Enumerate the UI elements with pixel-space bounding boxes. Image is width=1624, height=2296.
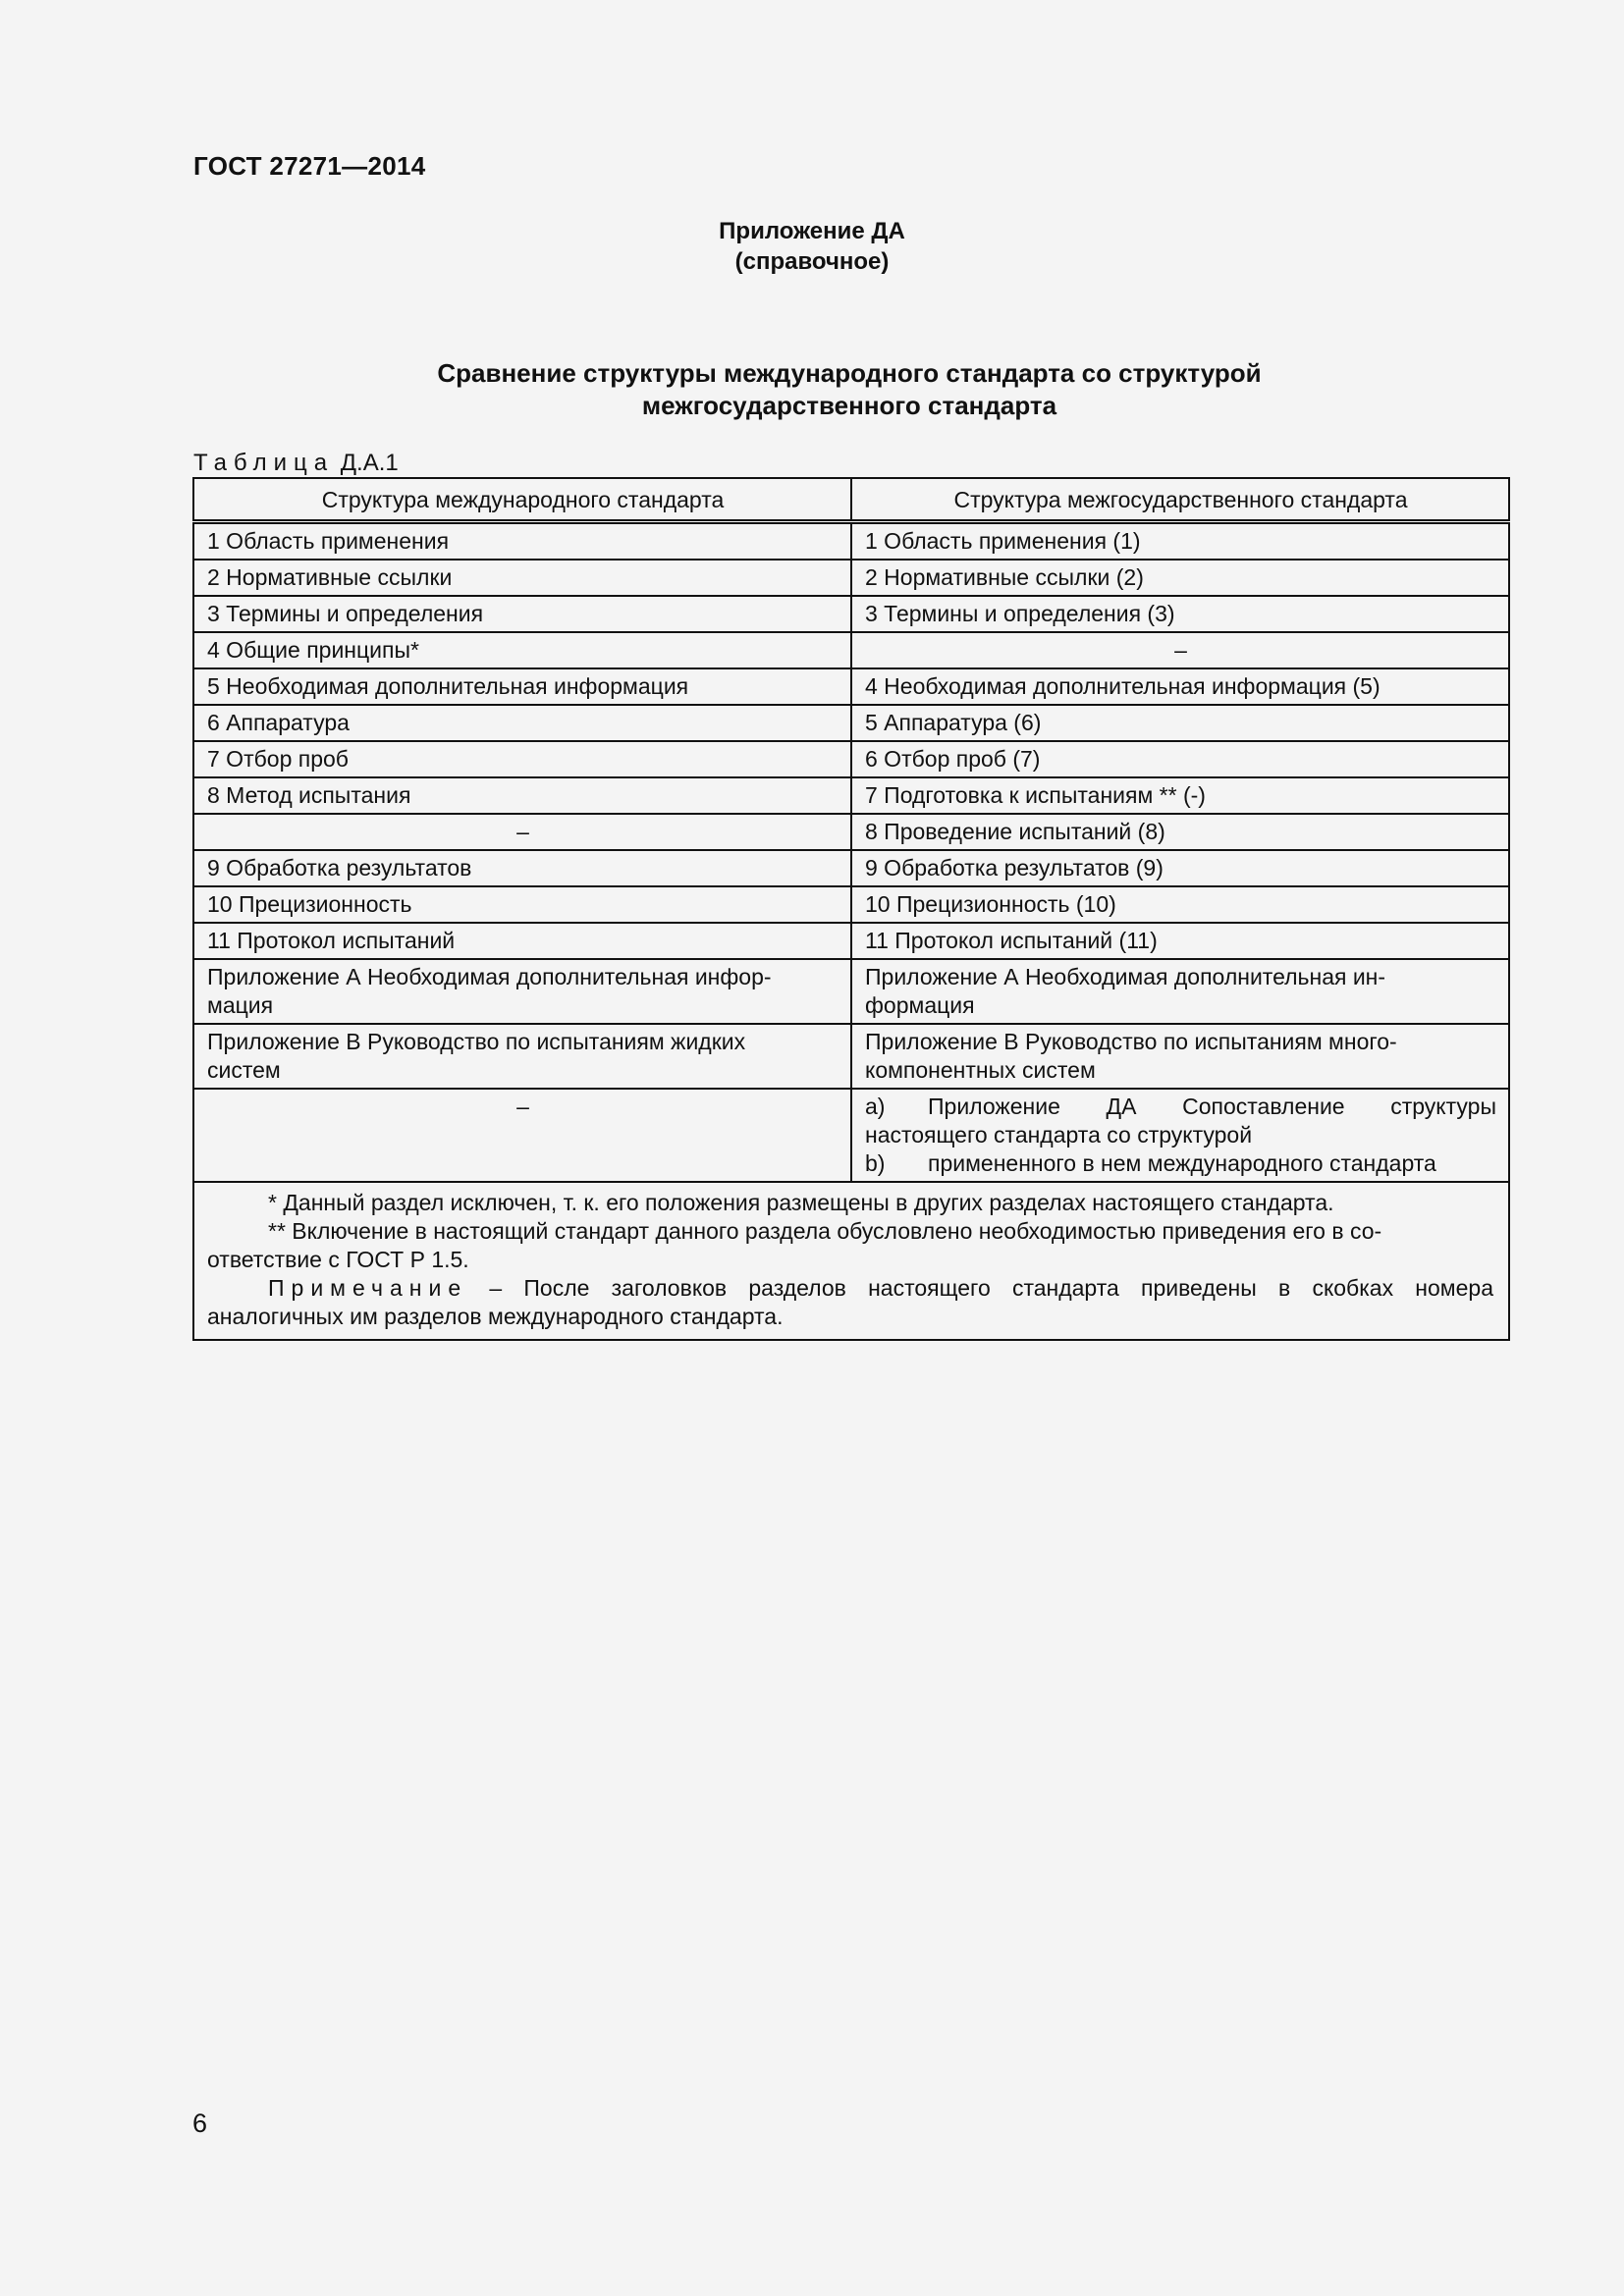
cell-interstate: 9 Обработка результатов (9) xyxy=(851,850,1509,886)
cell-interstate: 5 Аппаратура (6) xyxy=(851,705,1509,741)
cell-interstate: 7 Подготовка к испытаниям ** (-) xyxy=(851,777,1509,814)
appendix-type: (справочное) xyxy=(734,248,890,275)
cell-interstate: 6 Отбор проб (7) xyxy=(851,741,1509,777)
table-row-annex-a xyxy=(193,959,1509,1024)
comparison-table-container xyxy=(192,477,1508,1341)
list-marker: а) xyxy=(865,1094,886,1119)
list-item xyxy=(865,1149,1496,1178)
cell-line: Приложение ДА Сопоставление структуры xyxy=(928,1094,1496,1119)
note-continuation: аналогичных им разделов международного стандарта. xyxy=(207,1304,784,1329)
table-row xyxy=(193,741,1509,777)
table-caption xyxy=(193,450,399,477)
table-row xyxy=(193,596,1509,632)
footnote-included-section: ** Включение в настоящий стандарт данного раздела обусловлено необходимостью приведения его в со- xyxy=(268,1218,1382,1244)
comparison-table xyxy=(192,477,1510,1341)
cell-international xyxy=(193,1024,851,1089)
section-title xyxy=(0,357,1624,422)
table-note xyxy=(207,1274,1493,1303)
table-row xyxy=(193,777,1509,814)
cell-international: 1 Область применения xyxy=(193,522,851,561)
table-header-row xyxy=(193,478,1509,522)
cell-line: компонентных систем xyxy=(865,1057,1096,1083)
cell-interstate: 10 Прецизионность (10) xyxy=(851,886,1509,923)
table-caption-word: Таблица xyxy=(193,450,335,476)
cell-interstate: 1 Область применения (1) xyxy=(851,522,1509,561)
cell-line: формация xyxy=(865,992,975,1018)
cell-line: Приложение А Необходимая дополнительная ин- xyxy=(865,964,1386,989)
column-header-international: Структура международного стандарта xyxy=(193,478,851,522)
cell-international: 10 Прецизионность xyxy=(193,886,851,923)
table-row-annex-b xyxy=(193,1024,1509,1089)
list-marker: b) xyxy=(865,1150,886,1176)
table-row xyxy=(193,850,1509,886)
cell-international: 4 Общие принципы* xyxy=(193,632,851,668)
section-title-line: Сравнение структуры международного стандарта со структурой xyxy=(437,358,1262,388)
table-row xyxy=(193,632,1509,668)
cell-line: Приложение В Руководство по испытаниям жидких xyxy=(207,1029,746,1054)
appendix-name: Приложение ДА xyxy=(719,218,905,244)
table-row xyxy=(193,923,1509,959)
table-row xyxy=(193,560,1509,596)
cell-international: 11 Протокол испытаний xyxy=(193,923,851,959)
section-title-line: межгосударственного стандарта xyxy=(641,391,1057,420)
cell-international: – xyxy=(193,1089,851,1182)
note-label: Примечание xyxy=(268,1275,468,1301)
cell-line: Приложение А Необходимая дополнительная инфор- xyxy=(207,964,772,989)
standard-designation: ГОСТ 27271—2014 xyxy=(193,151,426,181)
cell-international xyxy=(193,959,851,1024)
cell-interstate xyxy=(851,1089,1509,1182)
note-text: – После заголовков разделов настоящего стандарта приведены в скобках номера xyxy=(467,1275,1493,1301)
column-header-interstate: Структура межгосударственного стандарта xyxy=(851,478,1509,522)
cell-line: настоящего стандарта со структурой xyxy=(865,1122,1253,1148)
cell-international: 3 Термины и определения xyxy=(193,596,851,632)
cell-interstate: 4 Необходимая дополнительная информация (5) xyxy=(851,668,1509,705)
cell-interstate xyxy=(851,1024,1509,1089)
cell-interstate xyxy=(851,959,1509,1024)
table-notes-row xyxy=(193,1182,1509,1340)
table-row xyxy=(193,886,1509,923)
table-row xyxy=(193,814,1509,850)
table-row xyxy=(193,668,1509,705)
table-notes xyxy=(193,1182,1509,1340)
cell-interstate: 11 Протокол испытаний (11) xyxy=(851,923,1509,959)
table-row xyxy=(193,522,1509,561)
cell-international: 8 Метод испытания xyxy=(193,777,851,814)
cell-international: 5 Необходимая дополнительная информация xyxy=(193,668,851,705)
footnote-excluded-section: * Данный раздел исключен, т. к. его положения размещены в других разделах настоящего стандарта. xyxy=(268,1190,1334,1215)
cell-interstate: 8 Проведение испытаний (8) xyxy=(851,814,1509,850)
cell-international: – xyxy=(193,814,851,850)
cell-line: систем xyxy=(207,1057,281,1083)
cell-international: 7 Отбор проб xyxy=(193,741,851,777)
cell-international: 6 Аппаратура xyxy=(193,705,851,741)
list-item xyxy=(865,1093,1496,1121)
page-number: 6 xyxy=(192,2109,208,2138)
footnote-continuation: ответствие с ГОСТ Р 1.5. xyxy=(207,1247,469,1272)
cell-line: примененного в нем международного стандарта xyxy=(928,1150,1436,1176)
cell-interstate: – xyxy=(851,632,1509,668)
cell-interstate: 3 Термины и определения (3) xyxy=(851,596,1509,632)
cell-international: 9 Обработка результатов xyxy=(193,850,851,886)
cell-line: Приложение В Руководство по испытаниям много- xyxy=(865,1029,1397,1054)
appendix-heading xyxy=(0,216,1624,277)
cell-international: 2 Нормативные ссылки xyxy=(193,560,851,596)
cell-line: мация xyxy=(207,992,274,1018)
table-row xyxy=(193,705,1509,741)
table-caption-number: Д.А.1 xyxy=(340,450,399,476)
table-row-annex-da xyxy=(193,1089,1509,1182)
cell-interstate: 2 Нормативные ссылки (2) xyxy=(851,560,1509,596)
